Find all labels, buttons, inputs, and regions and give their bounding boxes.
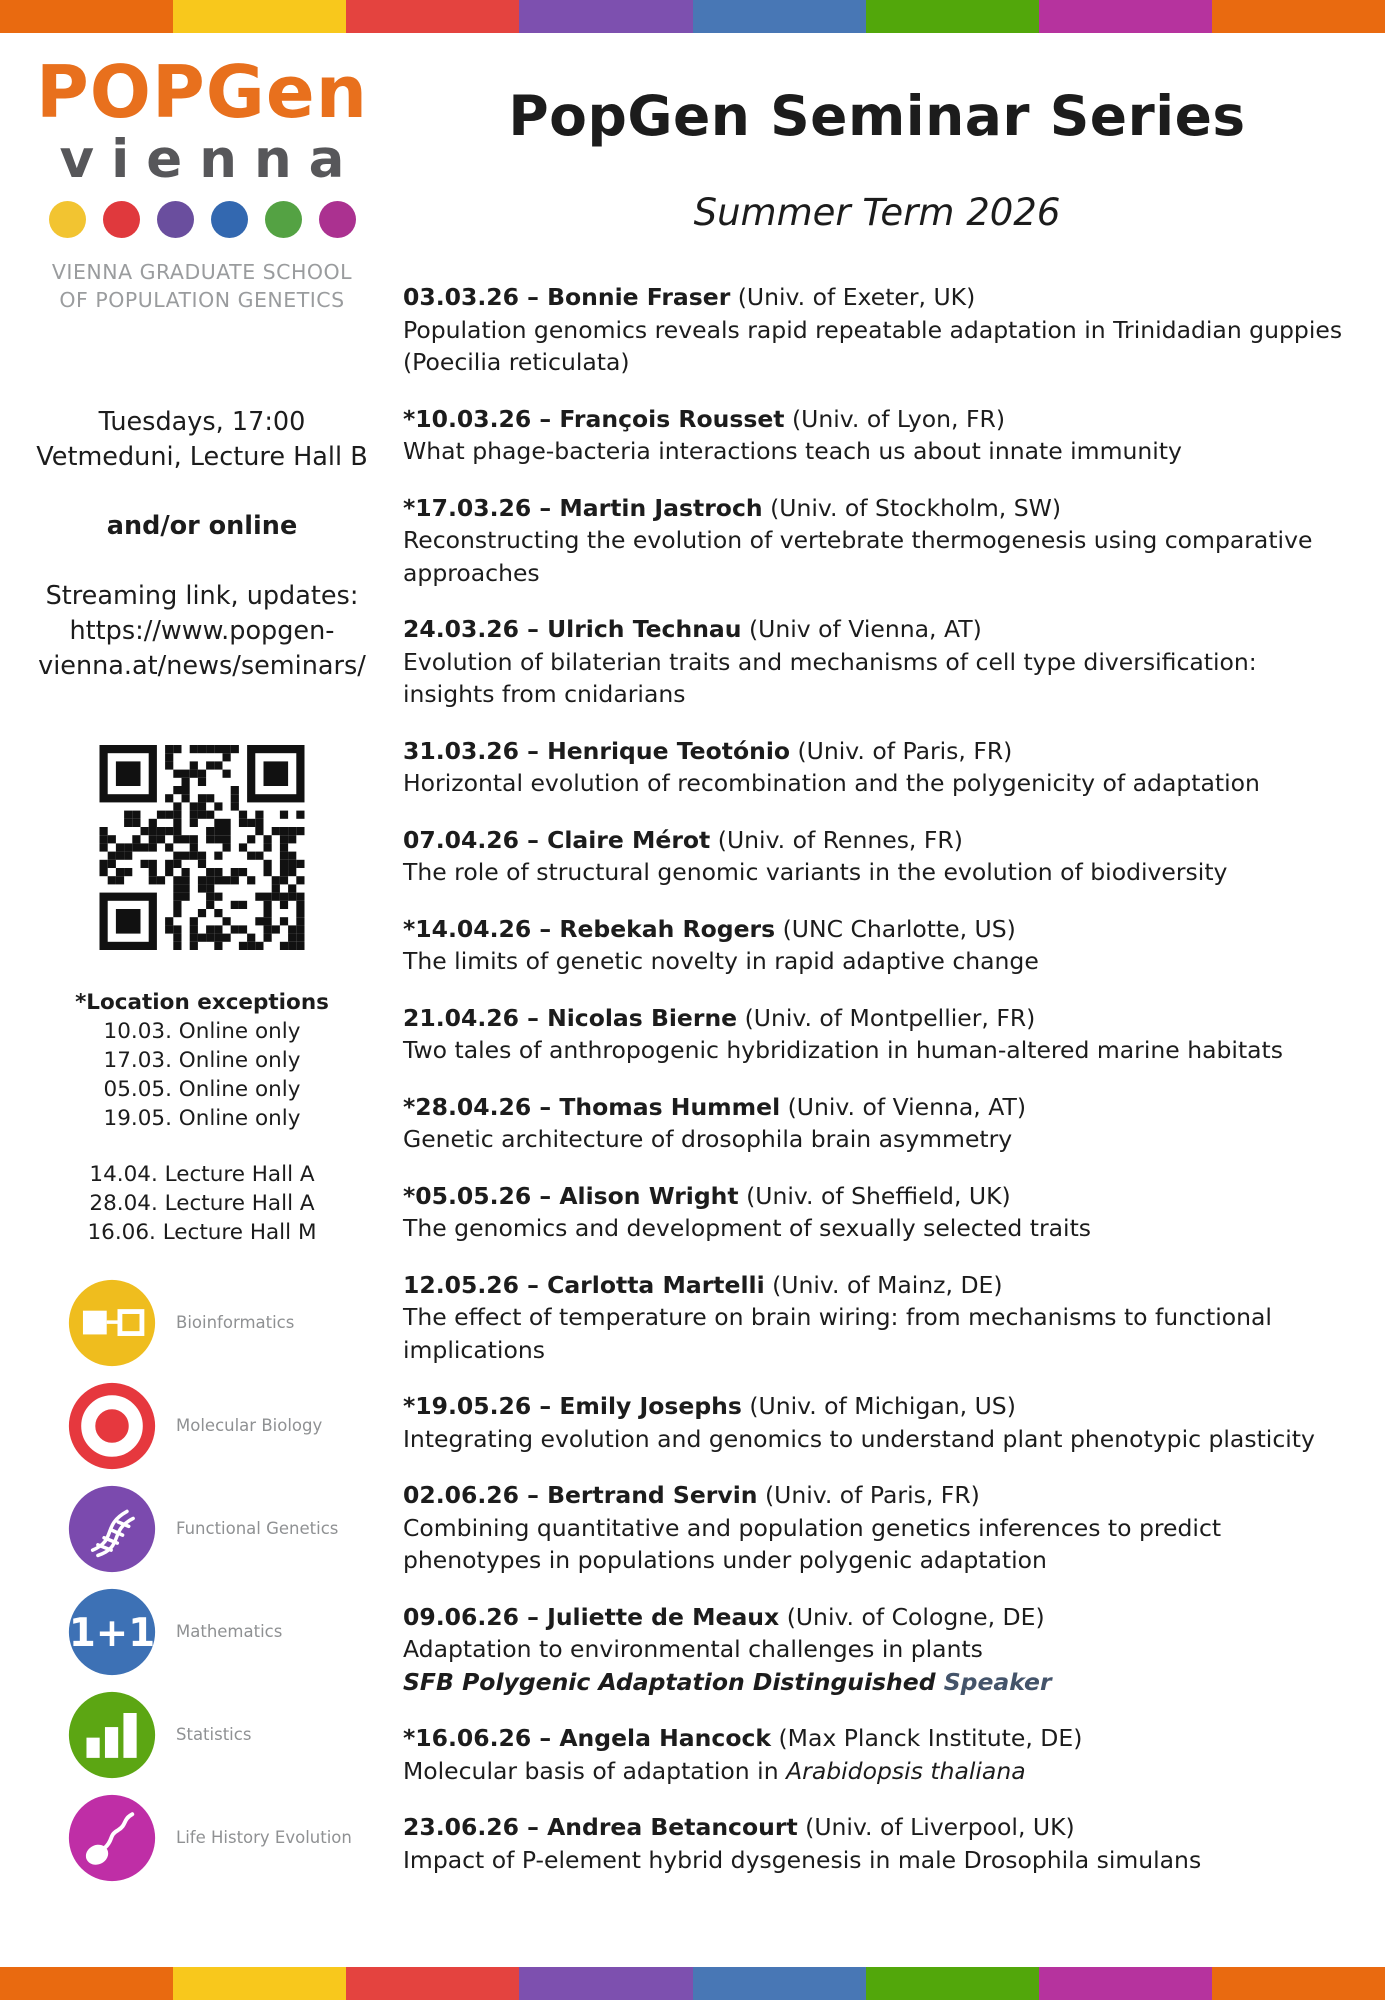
seminar-note — [403, 1666, 1351, 1699]
seminar-talk-title — [403, 1844, 1351, 1877]
streaming-label: Streaming link, updates: — [45, 581, 359, 611]
seminar-talk-title — [403, 1123, 1351, 1156]
seminar-entry — [403, 1811, 1351, 1876]
schedule-block — [8, 405, 396, 684]
seminar-talk-title — [403, 1633, 1351, 1666]
linked-squares-icon — [68, 1279, 156, 1367]
seminar-date-speaker: 23.06.26 – Andrea Betancourt — [403, 1813, 798, 1841]
seminar-affiliation: (Univ. of Liverpool, UK) — [805, 1813, 1075, 1841]
exception-item: 19.05. Online only — [103, 1106, 301, 1131]
one-plus-one-icon — [68, 1588, 156, 1676]
sperm-icon — [68, 1794, 156, 1882]
seminar-affiliation: (Univ. of Exeter, UK) — [737, 283, 976, 311]
seminar-heading — [403, 492, 1351, 525]
streaming-url-line2[interactable]: vienna.at/news/seminars/ — [38, 651, 366, 681]
seminar-entry — [403, 824, 1351, 889]
stripe-segment — [0, 0, 173, 33]
stripe-segment — [519, 0, 692, 33]
seminar-talk-title — [403, 1423, 1351, 1456]
schedule-mode: and/or online — [106, 511, 298, 541]
stripe-segment — [173, 1967, 346, 2000]
talk-title-text: Population genomics reveals rapid repeatable adaptation in Trinidadian guppies (Poecilia reticulata) — [403, 315, 1343, 376]
seminar-talk-title — [403, 1212, 1351, 1245]
top-color-stripe — [0, 0, 1385, 33]
ring-icon — [68, 1382, 156, 1470]
research-area-label: Bioinformatics — [176, 1313, 295, 1332]
seminar-entry — [403, 735, 1351, 800]
seminar-talk-title — [403, 435, 1351, 468]
logo-dot — [157, 201, 194, 238]
location-exceptions — [8, 988, 396, 1247]
stripe-segment — [1212, 1967, 1385, 2000]
logo-dots — [8, 201, 396, 238]
stripe-segment — [693, 0, 866, 33]
research-area-label: Functional Genetics — [176, 1519, 339, 1538]
seminar-heading — [403, 281, 1351, 314]
seminar-date-speaker: *19.05.26 – Emily Josephs — [403, 1392, 742, 1420]
talk-title-text: Molecular basis of adaptation in — [403, 1756, 787, 1785]
seminar-note-prefix: SFB Polygenic Adaptation Distinguished — [403, 1667, 944, 1696]
research-area-life-history-evolution — [8, 1786, 396, 1889]
seminar-heading — [403, 735, 1351, 768]
seminar-affiliation: (Univ. of Paris, FR) — [764, 1481, 980, 1509]
seminar-heading — [403, 613, 1351, 646]
research-areas — [8, 1271, 396, 1889]
one-plus-one-text: 1+1 — [68, 1610, 156, 1656]
research-area-bioinformatics — [8, 1271, 396, 1374]
seminar-date-speaker: 21.04.26 – Nicolas Bierne — [403, 1003, 738, 1032]
seminar-entry — [403, 1390, 1351, 1455]
seminar-entry — [403, 492, 1351, 590]
seminar-entry — [403, 613, 1351, 711]
page-subtitle: Summer Term 2026 — [693, 191, 1061, 234]
seminar-date-speaker: 07.04.26 – Claire Mérot — [403, 825, 711, 854]
research-area-label: Life History Evolution — [176, 1828, 352, 1847]
seminar-entry — [403, 1479, 1351, 1577]
seminar-heading — [403, 1601, 1351, 1634]
talk-title-text: Genetic architecture of drosophila brain asymmetry — [403, 1125, 1013, 1153]
research-area-label: Mathematics — [176, 1622, 283, 1641]
logo-school-name — [8, 258, 396, 314]
seminar-heading — [403, 1091, 1351, 1124]
seminar-affiliation: (Univ. of Stockholm, SW) — [770, 493, 1062, 522]
streaming-url-line1[interactable]: https://www.popgen- — [69, 616, 335, 646]
seminar-affiliation: (UNC Charlotte, US) — [782, 914, 1016, 943]
seminar-date-speaker: 02.06.26 – Bertrand Servin — [403, 1481, 758, 1509]
seminar-affiliation: (Univ. of Montpellier, FR) — [744, 1003, 1036, 1032]
talk-title-text: Impact of P-element hybrid dysgenesis in male Drosophila simulans — [403, 1845, 1202, 1874]
seminar-date-speaker: *28.04.26 – Thomas Hummel — [403, 1092, 781, 1121]
seminar-note-accent: Speaker — [943, 1667, 1052, 1696]
exception-item: 05.05. Online only — [103, 1077, 301, 1102]
research-area-label: Molecular Biology — [176, 1416, 323, 1435]
seminar-affiliation: (Univ. of Paris, FR) — [797, 736, 1013, 765]
talk-title-text: The effect of temperature on brain wiring: from mechanisms to functional implications — [403, 1303, 1272, 1364]
seminar-entry — [403, 1002, 1351, 1067]
seminar-talk-title — [403, 945, 1351, 978]
seminar-affiliation: (Univ. of Cologne, DE) — [786, 1602, 1045, 1631]
seminar-heading — [403, 1269, 1351, 1302]
seminar-affiliation: (Univ. of Lyon, FR) — [792, 404, 1006, 433]
talk-title-text: What phage-bacteria interactions teach us about innate immunity — [403, 437, 1182, 465]
stripe-segment — [346, 0, 519, 33]
seminar-affiliation: (Univ. of Sheffield, UK) — [746, 1181, 1011, 1210]
research-area-mathematics — [8, 1580, 396, 1683]
exception-item: 10.03. Online only — [103, 1019, 301, 1044]
seminar-entry — [403, 1269, 1351, 1367]
talk-title-text: Reconstructing the evolution of vertebrate thermogenesis using comparative approaches — [403, 526, 1313, 587]
seminar-date-speaker: *14.04.26 – Rebekah Rogers — [403, 914, 776, 943]
seminar-heading — [403, 1390, 1351, 1423]
exception-item: 28.04. Lecture Hall A — [89, 1191, 315, 1216]
seminar-heading — [403, 824, 1351, 857]
research-area-statistics — [8, 1683, 396, 1786]
seminar-list — [403, 281, 1351, 1876]
stripe-segment — [693, 1967, 866, 2000]
stripe-segment — [866, 0, 1039, 33]
seminar-date-speaker: 12.05.26 – Carlotta Martelli — [403, 1270, 765, 1299]
seminar-heading — [403, 1479, 1351, 1512]
seminar-talk-title — [403, 767, 1351, 800]
logo-dot — [49, 201, 86, 238]
streaming-url[interactable] — [8, 614, 396, 684]
seminar-affiliation: (Univ. of Mainz, DE) — [772, 1270, 1003, 1299]
talk-title-text: The role of structural genomic variants in the evolution of biodiversity — [403, 858, 1228, 886]
logo-vienna-text: vienna — [59, 129, 362, 190]
logo-dot — [265, 201, 302, 238]
talk-title-text: Evolution of bilaterian traits and mechanisms of cell type diversification: insights from cnidarians — [403, 647, 1257, 708]
seminar-heading — [403, 1180, 1351, 1213]
talk-title-text: Horizontal evolution of recombination and the polygenicity of adaptation — [403, 769, 1260, 797]
seminar-date-speaker: 09.06.26 – Juliette de Meaux — [403, 1602, 780, 1631]
talk-title-text: The genomics and development of sexually selected traits — [403, 1214, 1092, 1242]
seminar-talk-title — [403, 1755, 1351, 1788]
logo-school-line2: OF POPULATION GENETICS — [59, 288, 345, 312]
seminar-heading — [403, 1002, 1351, 1035]
exceptions-gap — [8, 1133, 396, 1160]
schedule-location: Vetmeduni, Lecture Hall B — [36, 442, 368, 472]
seminar-entry — [403, 913, 1351, 978]
location-exceptions-heading: *Location exceptions — [75, 990, 329, 1015]
seminar-talk-title — [403, 646, 1351, 711]
seminar-talk-title — [403, 1512, 1351, 1577]
main-content — [403, 33, 1351, 1900]
seminar-talk-title — [403, 1034, 1351, 1067]
popgen-vienna-logo — [8, 50, 396, 314]
dna-icon — [68, 1485, 156, 1573]
seminar-affiliation: (Univ. of Vienna, AT) — [787, 1092, 1027, 1121]
stripe-segment — [1039, 0, 1212, 33]
seminar-heading — [403, 1811, 1351, 1844]
talk-title-species: Arabidopsis thaliana — [786, 1756, 1026, 1785]
research-area-label: Statistics — [176, 1725, 252, 1744]
talk-title-text: Adaptation to environmental challenges in plants — [403, 1635, 983, 1663]
seminar-affiliation: (Univ. of Rennes, FR) — [717, 825, 963, 854]
seminar-entry — [403, 403, 1351, 468]
stripe-segment — [173, 0, 346, 33]
seminar-talk-title — [403, 1301, 1351, 1366]
seminar-date-speaker: *16.06.26 – Angela Hancock — [403, 1724, 772, 1752]
exception-item: 16.06. Lecture Hall M — [87, 1220, 317, 1245]
streaming-info — [8, 579, 396, 684]
exception-item: 14.04. Lecture Hall A — [89, 1162, 315, 1187]
seminar-heading — [403, 913, 1351, 946]
seminar-entry — [403, 281, 1351, 379]
logo-school-line1: VIENNA GRADUATE SCHOOL — [51, 260, 353, 284]
seminar-talk-title — [403, 856, 1351, 889]
talk-title-text: Two tales of anthropogenic hybridization in human-altered marine habitats — [403, 1036, 1284, 1064]
talk-title-text: Integrating evolution and genomics to understand plant phenotypic plasticity — [403, 1424, 1315, 1453]
seminar-entry — [403, 1091, 1351, 1156]
talk-title-text: Combining quantitative and population genetics inferences to predict phenotypes in populations under polygenic adaptation — [403, 1513, 1222, 1574]
page-title: PopGen Seminar Series — [508, 84, 1246, 148]
qr-code — [100, 745, 305, 950]
seminar-date-speaker: *17.03.26 – Martin Jastroch — [403, 493, 763, 522]
logo-popgen-text: POPGen — [36, 50, 368, 134]
bar-chart-icon — [68, 1691, 156, 1779]
research-area-molecular-biology — [8, 1374, 396, 1477]
seminar-heading — [403, 1722, 1351, 1755]
stripe-segment — [1212, 0, 1385, 33]
seminar-date-speaker: *10.03.26 – François Rousset — [403, 404, 785, 433]
seminar-talk-title — [403, 524, 1351, 589]
logo-dot — [319, 201, 356, 238]
stripe-segment — [0, 1967, 173, 2000]
seminar-entry — [403, 1601, 1351, 1699]
seminar-heading — [403, 403, 1351, 436]
seminar-affiliation: (Max Planck Institute, DE) — [778, 1724, 1083, 1752]
talk-title-text: The limits of genetic novelty in rapid adaptive change — [403, 947, 1039, 975]
seminar-entry — [403, 1722, 1351, 1787]
seminar-date-speaker: 31.03.26 – Henrique Teotónio — [403, 736, 791, 765]
stripe-segment — [519, 1967, 692, 2000]
seminar-date-speaker: 03.03.26 – Bonnie Fraser — [403, 283, 731, 311]
schedule-time: Tuesdays, 17:00 — [98, 407, 306, 437]
seminar-entry — [403, 1180, 1351, 1245]
seminar-talk-title — [403, 314, 1351, 379]
stripe-segment — [866, 1967, 1039, 2000]
logo-dot — [211, 201, 248, 238]
research-area-functional-genetics — [8, 1477, 396, 1580]
stripe-segment — [346, 1967, 519, 2000]
exception-item: 17.03. Online only — [103, 1048, 301, 1073]
seminar-date-speaker: *05.05.26 – Alison Wright — [403, 1181, 739, 1210]
logo-dot — [103, 201, 140, 238]
stripe-segment — [1039, 1967, 1212, 2000]
seminar-affiliation: (Univ of Vienna, AT) — [749, 615, 982, 643]
bottom-color-stripe — [0, 1967, 1385, 2000]
seminar-affiliation: (Univ. of Michigan, US) — [749, 1392, 1016, 1420]
seminar-date-speaker: 24.03.26 – Ulrich Technau — [403, 615, 742, 643]
